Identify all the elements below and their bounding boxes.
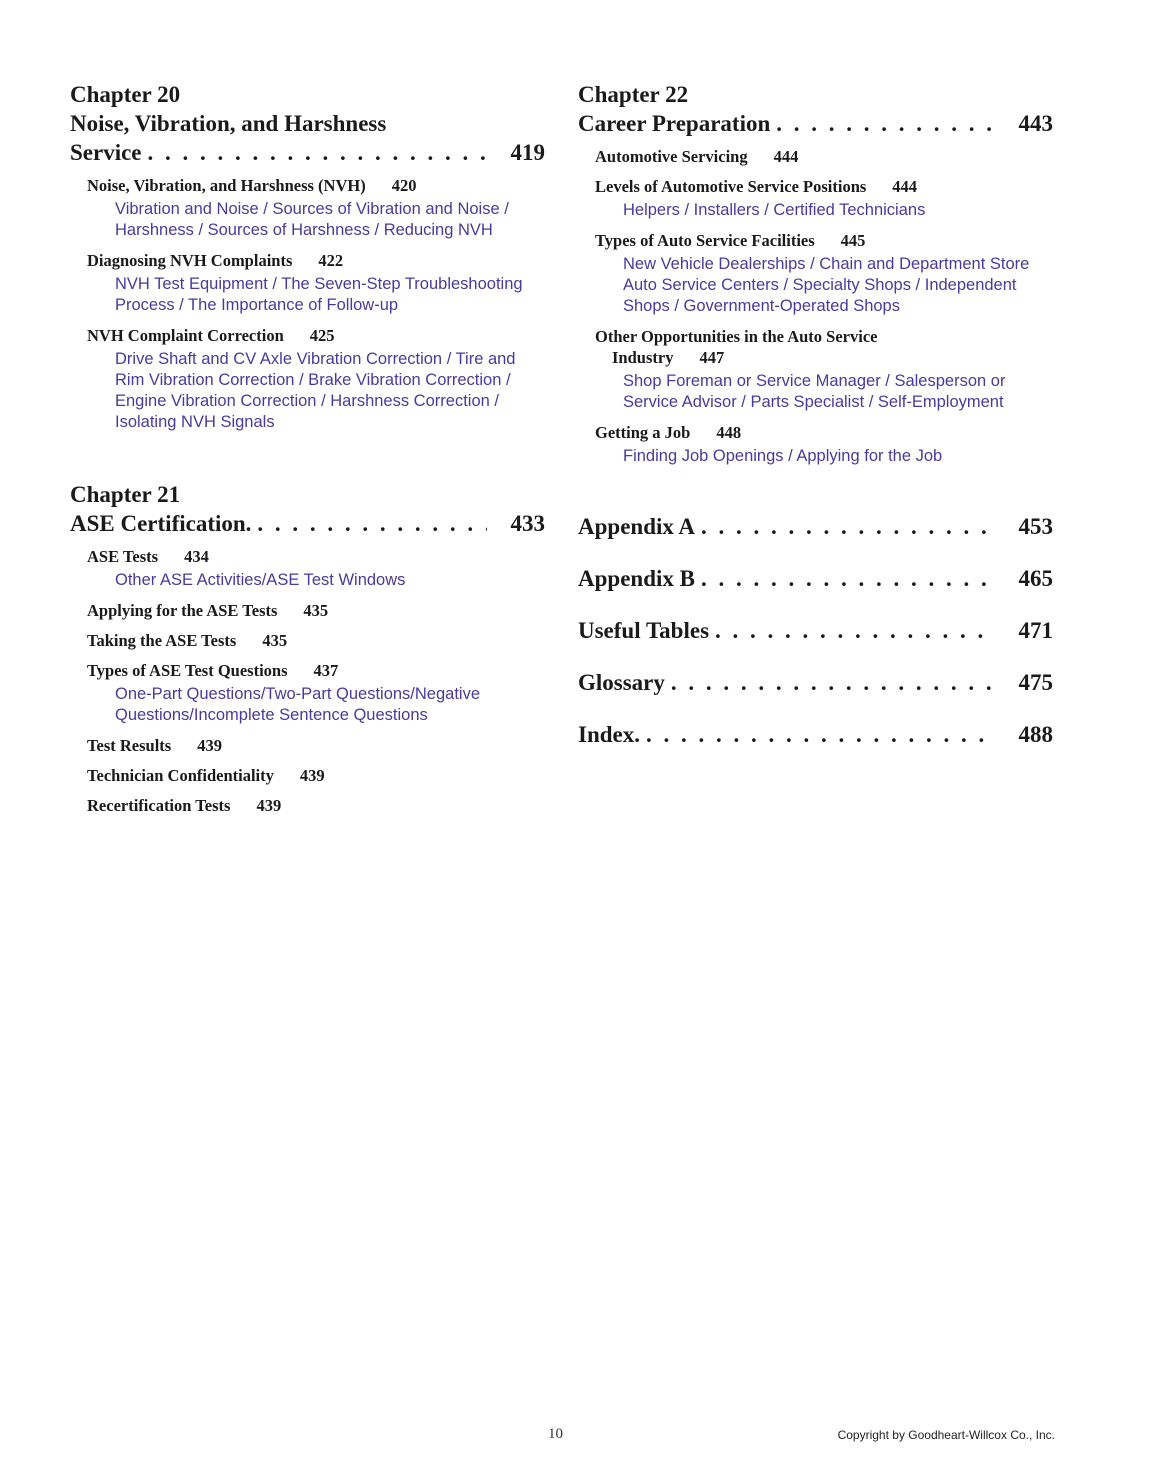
subtopics: Drive Shaft and CV Axle Vibration Correction / Tire and Rim Vibration Correction / Brake Vibration Correction / Engine Vibration Correction / Harshness Correction / Isolating NVH Signals (115, 350, 516, 431)
section-heading[interactable] (87, 600, 545, 621)
section-page: 435 (303, 601, 329, 620)
section-page: 448 (716, 423, 742, 442)
section-page: 437 (313, 661, 339, 680)
back-matter-page: 488 (1018, 722, 1053, 747)
section-title: Types of Auto Service Facilities (595, 231, 815, 250)
section-heading[interactable] (595, 176, 1053, 197)
back-matter-page: 465 (1018, 566, 1053, 591)
section-page: 447 (699, 348, 725, 367)
section-page: 425 (309, 326, 335, 345)
section-heading[interactable] (87, 325, 545, 346)
chapter-20 (70, 80, 545, 433)
section-title-cont-text: Industry (612, 348, 674, 367)
section-heading[interactable] (87, 175, 545, 196)
back-matter-title: Glossary (578, 670, 665, 695)
dot-leader (776, 109, 995, 138)
section-title-cont (595, 347, 1053, 368)
dot-leader (257, 509, 487, 538)
section-page: 439 (256, 796, 282, 815)
section-heading[interactable] (87, 735, 545, 756)
back-matter-title: Useful Tables (578, 618, 710, 643)
section-title: Test Results (87, 736, 172, 755)
back-matter-page: 471 (1018, 618, 1053, 643)
chapter-22 (578, 80, 1053, 467)
section-title: ASE Tests (87, 547, 159, 566)
section-heading[interactable] (87, 795, 545, 816)
section-heading[interactable] (87, 765, 545, 786)
section-page: 444 (773, 147, 799, 166)
section-list (578, 146, 1053, 467)
subtopics: NVH Test Equipment / The Seven-Step Troubleshooting Process / The Importance of Follow-up (115, 275, 523, 314)
chapter-label: Chapter 20 (70, 82, 181, 107)
dot-leader (671, 668, 995, 697)
section-heading[interactable] (595, 422, 1053, 443)
subtopics: Finding Job Openings / Applying for the Job (623, 447, 943, 465)
section-heading[interactable] (87, 250, 545, 271)
back-matter-appendix-b[interactable] (578, 564, 1053, 593)
back-matter-title: Appendix B (578, 566, 695, 591)
section-page: 422 (318, 251, 344, 270)
back-matter-useful-tables[interactable] (578, 616, 1053, 645)
section-page: 445 (840, 231, 866, 250)
dot-leader (701, 512, 995, 541)
footer-copyright: Copyright by Goodheart-Willcox Co., Inc. (837, 1428, 1055, 1442)
back-matter-page: 453 (1018, 514, 1053, 539)
section-page: 444 (892, 177, 918, 196)
section-title: Applying for the ASE Tests (87, 601, 278, 620)
chapter-title: Career Preparation (578, 111, 771, 136)
section-page: 434 (184, 547, 209, 566)
subtopics: Vibration and Noise / Sources of Vibration and Noise / Harshness / Sources of Harshness / Reducing NVH (115, 200, 509, 239)
section-title: Types of ASE Test Questions (87, 661, 288, 680)
dot-leader (715, 616, 995, 645)
right-column (578, 80, 1053, 467)
footer-page-number: 10 (548, 1426, 563, 1442)
dot-leader (701, 564, 995, 593)
section-page: 439 (197, 736, 222, 755)
dot-leader (646, 720, 995, 749)
section-heading[interactable] (87, 630, 545, 651)
subtopics: Shop Foreman or Service Manager / Salesperson or Service Advisor / Parts Specialist / Self-Employment (623, 372, 1006, 411)
section-heading[interactable] (595, 230, 1053, 251)
chapter-title: Service (70, 140, 142, 165)
back-matter-list (578, 512, 1053, 772)
section-page: 439 (299, 766, 325, 785)
section-title: Diagnosing NVH Complaints (87, 251, 293, 270)
left-column (70, 80, 545, 816)
section-title: Other Opportunities in the Auto Service (595, 327, 878, 346)
dot-leader (148, 138, 487, 167)
chapter-title-row[interactable] (578, 109, 1053, 138)
chapter-title: ASE Certification. (70, 511, 252, 536)
section-title: NVH Complaint Correction (87, 326, 284, 345)
section-title: Taking the ASE Tests (87, 631, 237, 650)
section-heading[interactable] (87, 546, 545, 567)
subtopics: Other ASE Activities/ASE Test Windows (115, 571, 406, 589)
section-title: Automotive Servicing (595, 147, 748, 166)
back-matter-glossary[interactable] (578, 668, 1053, 697)
section-heading[interactable] (595, 326, 1053, 368)
chapter-title-row[interactable] (70, 138, 545, 167)
subtopics: Helpers / Installers / Certified Technicians (623, 201, 926, 219)
back-matter-title: Appendix A (578, 514, 695, 539)
section-heading[interactable] (87, 660, 545, 681)
section-heading[interactable] (595, 146, 1053, 167)
chapter-title-row[interactable] (70, 509, 545, 538)
chapter-title-line: Noise, Vibration, and Harshness (70, 111, 387, 136)
section-page: 420 (391, 176, 417, 195)
chapter-label: Chapter 22 (578, 82, 689, 107)
section-page: 435 (262, 631, 288, 650)
section-list (70, 546, 545, 816)
subtopics: One-Part Questions/Two-Part Questions/Negative Questions/Incomplete Sentence Questions (115, 685, 480, 724)
chapter-label: Chapter 21 (70, 482, 181, 507)
back-matter-page: 475 (1018, 670, 1053, 695)
section-title: Getting a Job (595, 423, 691, 442)
back-matter-title: Index. (578, 722, 640, 747)
section-title: Recertification Tests (87, 796, 231, 815)
section-title: Levels of Automotive Service Positions (595, 177, 867, 196)
section-title: Noise, Vibration, and Harshness (NVH) (87, 176, 366, 195)
chapter-page: 419 (510, 140, 545, 165)
back-matter-index[interactable] (578, 720, 1053, 749)
chapter-page: 443 (1018, 111, 1053, 136)
chapter-page: 433 (510, 511, 545, 536)
section-list (70, 175, 545, 433)
section-title: Technician Confidentiality (87, 766, 274, 785)
chapter-21 (70, 480, 545, 816)
subtopics: New Vehicle Dealerships / Chain and Department Store Auto Service Centers / Specialty Shops / Independent Shops / Government-Operated Shops (623, 255, 1030, 315)
back-matter-appendix-a[interactable] (578, 512, 1053, 541)
